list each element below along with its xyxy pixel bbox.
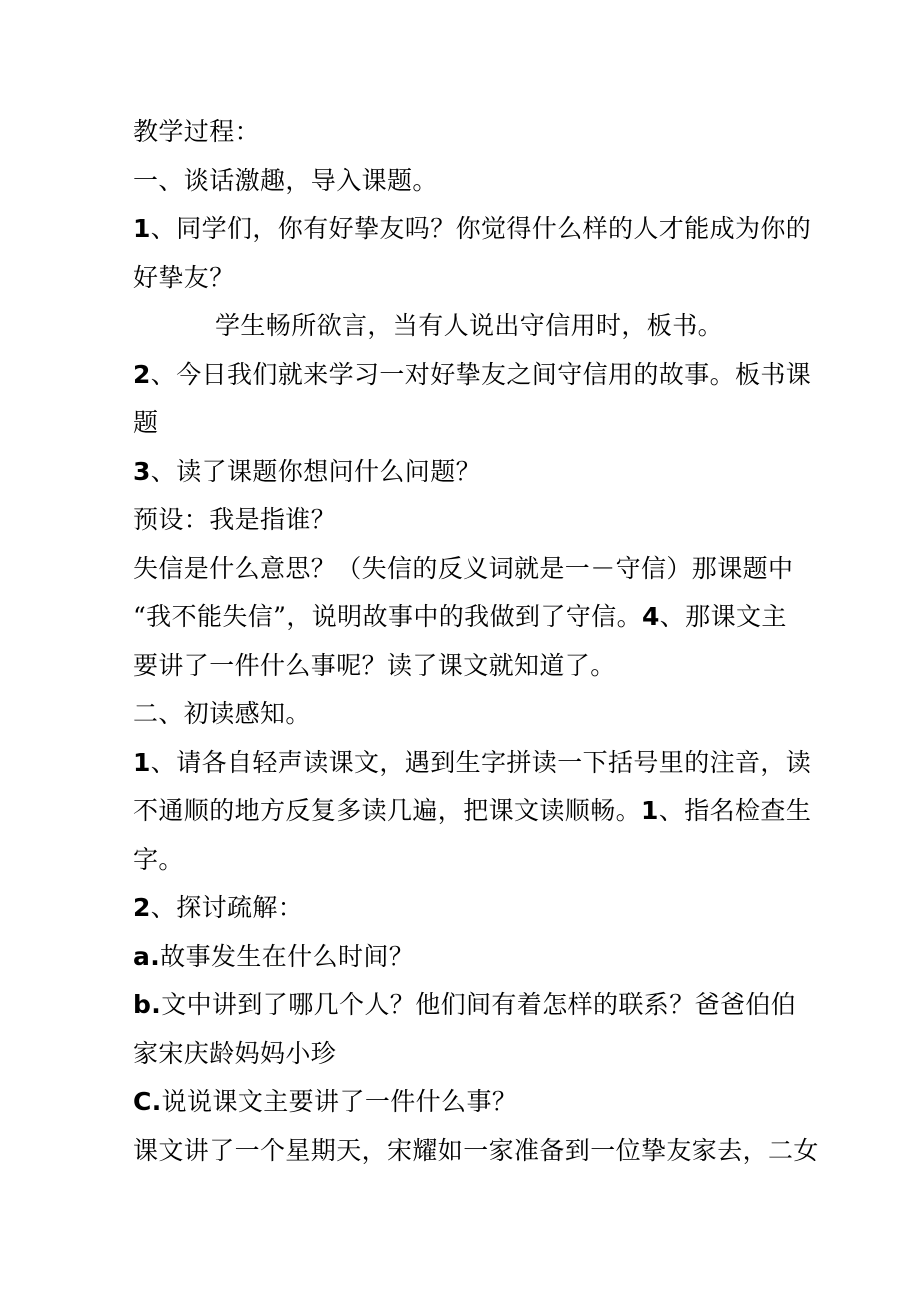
paragraph-line: a.故事发生在什么时间？ bbox=[133, 941, 415, 971]
section-heading-teaching-process: 教学过程： bbox=[133, 117, 261, 146]
list-number: 4 bbox=[641, 602, 660, 631]
paragraph-line: 课文讲了一个星期天，宋耀如一家准备到一位挚友家去，二女 bbox=[133, 1135, 819, 1165]
list-number: 1 bbox=[133, 747, 151, 777]
paragraph-line: 要讲了一件什么事呢？读了课文就知道了。 bbox=[133, 650, 616, 680]
paragraph-line: 1、请各自轻声读课文，遇到生字拼读一下括号里的注音，读 bbox=[133, 747, 812, 777]
paragraph-line-indented: 学生畅所欲言，当有人说出守信用时，板书。 bbox=[215, 311, 724, 340]
list-number: 3 bbox=[133, 456, 151, 486]
paragraph-line: 2、今日我们就来学习一对好挚友之间守信用的故事。板书课 bbox=[133, 359, 812, 389]
list-letter: C. bbox=[133, 1087, 162, 1116]
paragraph-line: 好挚友？ bbox=[133, 262, 235, 292]
paragraph-line: “我不能失信”，说明故事中的我做到了守信。4、那课文主 bbox=[133, 602, 787, 631]
paragraph-line: 字。 bbox=[133, 844, 184, 874]
list-number: 2 bbox=[133, 893, 151, 922]
paragraph-line: 失信是什么意思？（失信的反义词就是一－守信）那课题中 bbox=[133, 553, 794, 583]
paragraph-line: 题 bbox=[133, 408, 159, 437]
section-heading-one: 一、谈话激趣，导入课题。 bbox=[133, 165, 438, 195]
paragraph-line: b.文中讲到了哪几个人？他们间有着怎样的联系？爸爸伯伯 bbox=[133, 990, 797, 1019]
document-body bbox=[133, 108, 819, 1175]
paragraph-line: C.说说课文主要讲了一件什么事？ bbox=[133, 1087, 518, 1116]
paragraph-line: 3、读了课题你想问什么问题？ bbox=[133, 456, 481, 486]
list-number: 1 bbox=[641, 796, 659, 825]
list-letter: b. bbox=[133, 990, 162, 1019]
section-heading-two: 二、初读感知。 bbox=[133, 699, 311, 728]
paragraph-line: 家宋庆龄妈妈小珍 bbox=[133, 1038, 337, 1068]
list-number: 1 bbox=[133, 214, 151, 243]
list-number: 2 bbox=[133, 359, 151, 389]
paragraph-line: 2、探讨疏解： bbox=[133, 893, 304, 922]
paragraph-line: 不通顺的地方反复多读几遍，把课文读顺畅。1、指名检查生 bbox=[133, 796, 812, 825]
paragraph-line: 1、同学们，你有好挚友吗？你觉得什么样的人才能成为你的 bbox=[133, 214, 812, 243]
paragraph-line: 预设：我是指谁？ bbox=[133, 505, 337, 534]
list-letter: a. bbox=[133, 941, 161, 971]
